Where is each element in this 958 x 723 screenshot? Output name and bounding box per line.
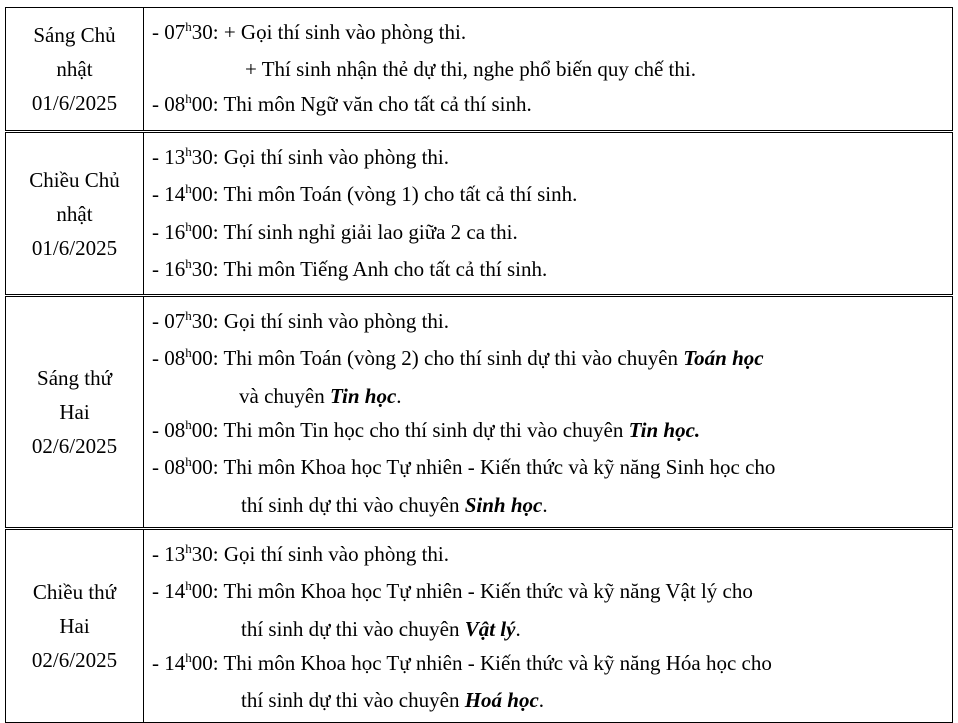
- session-label: Chiều Chủ: [29, 167, 120, 192]
- session-label: Sáng Chủ: [33, 23, 116, 47]
- activity-line: thí sinh dự thi vào chuyên Vật lý.: [241, 616, 521, 641]
- activity-line: và chuyên Tin học.: [239, 383, 402, 408]
- schedule-row: [6, 296, 953, 529]
- session-date-cell: [6, 8, 144, 132]
- session-activities: [144, 132, 953, 296]
- emphasis-text: Toán học: [683, 346, 764, 371]
- activity-line: - 08$^h$00: Thi môn Khoa học Tự nhiên - Kiến thức và kỹ năng Sinh học cho: [152, 454, 776, 480]
- schedule-row: [6, 8, 953, 132]
- activity-line: - 08$^h$00: Thi môn Tin học cho thí sinh dự thi vào chuyên Tin học.: [152, 417, 701, 443]
- session-date: 01/6/2025: [31, 235, 118, 260]
- activity-line: - 14$^h$00: Thi môn Toán (vòng 1) cho tất cả thí sinh.: [152, 181, 578, 207]
- emphasis-text: Tin học.: [628, 418, 701, 443]
- activity-line: - 08$^h$00: Thi môn Toán (vòng 2) cho thí sinh dự thi vào chuyên Toán học: [152, 345, 764, 371]
- session-date-cell: [6, 296, 144, 529]
- session-label: Sáng thứ: [37, 366, 112, 391]
- schedule-row: [6, 132, 953, 296]
- session-day: Hai: [59, 614, 90, 639]
- activity-line: - 14$^h$00: Thi môn Khoa học Tự nhiên - Kiến thức và kỹ năng Hóa học cho: [152, 649, 772, 675]
- activity-line: - 16$^h$30: Thi môn Tiếng Anh cho tất cả thí sinh.: [152, 255, 548, 281]
- emphasis-text: Sinh học: [464, 492, 543, 517]
- session-date-cell: [6, 528, 144, 722]
- activity-line: - 13$^h$30: Gọi thí sinh vào phòng thi.: [152, 540, 450, 566]
- activity-line: - 08$^h$00: Thi môn Ngữ văn cho tất cả thí sinh.: [152, 90, 532, 116]
- session-day: nhật: [56, 201, 93, 226]
- activity-line: - 16$^h$00: Thí sinh nghỉ giải lao giữa 2 ca thi.: [152, 218, 518, 244]
- activity-line: - 13$^h$30: Gọi thí sinh vào phòng thi.: [152, 144, 450, 169]
- session-label: Chiều thứ: [32, 580, 117, 605]
- schedule-row: [6, 528, 953, 722]
- activity-line: thí sinh dự thi vào chuyên Hoá học.: [241, 688, 545, 713]
- session-day: Hai: [59, 400, 90, 425]
- emphasis-text: Hoá học: [464, 688, 539, 713]
- activity-line: - 14$^h$00: Thi môn Khoa học Tự nhiên - Kiến thức và kỹ năng Vật lý cho: [152, 578, 753, 604]
- activity-line: - 07$^h$30: Gọi thí sinh vào phòng thi.: [152, 308, 450, 334]
- activity-line: + Thí sinh nhận thẻ dự thi, nghe phổ biến quy chế thi.: [245, 57, 696, 82]
- session-activities: [144, 296, 953, 529]
- session-date-cell: [6, 132, 144, 296]
- session-date: 02/6/2025: [31, 648, 118, 673]
- session-day: nhật: [56, 57, 93, 81]
- session-activities: [144, 528, 953, 722]
- emphasis-text: Tin học: [329, 383, 397, 408]
- session-date: 01/6/2025: [31, 91, 118, 115]
- activity-line: thí sinh dự thi vào chuyên Sinh học.: [241, 492, 548, 517]
- exam-schedule-table: [5, 7, 953, 723]
- emphasis-text: Vật lý: [464, 616, 516, 641]
- session-date: 02/6/2025: [31, 434, 118, 459]
- activity-line: - $07^h30$: + Gọi thí sinh vào phòng thi.: [152, 19, 467, 44]
- session-activities: [144, 8, 953, 132]
